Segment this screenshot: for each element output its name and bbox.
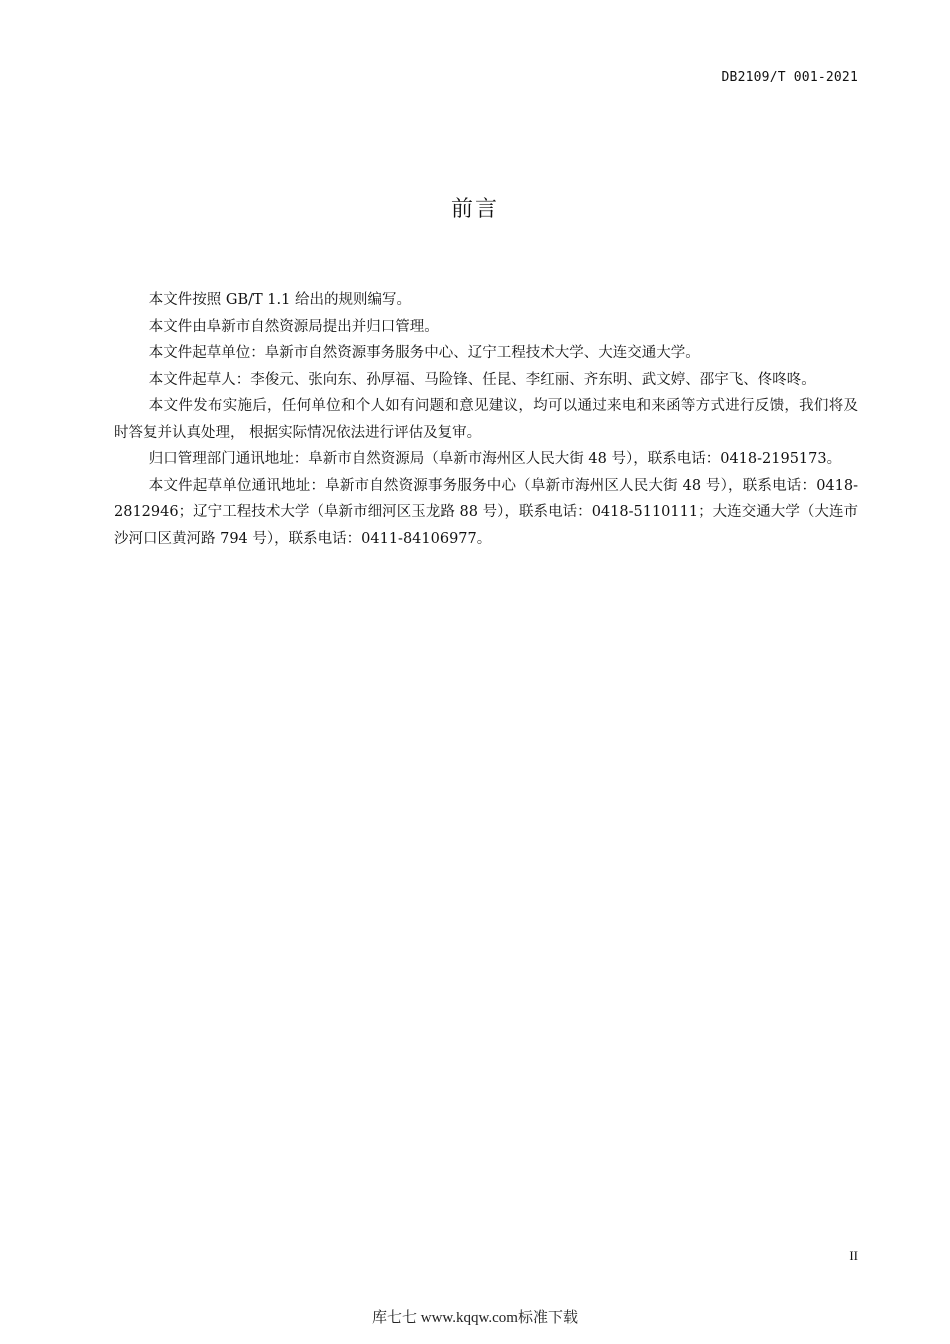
paragraph-drafting-units: 本文件起草单位：阜新市自然资源事务服务中心、辽宁工程技术大学、大连交通大学。 <box>148 345 700 361</box>
paragraph-drafting-rules: 本文件按照 GB/T 1.1 给出的规则编写。 <box>148 292 411 308</box>
foreword-body <box>114 287 858 552</box>
paragraph-feedback: 本文件发布实施后，任何单位和个人如有问题和意见建议，均可以通过来电和来函等方式进行反馈，我们将及时答复并认真处理， 根据实际情况依法进行评估及复审。 <box>114 398 858 441</box>
page-title: 前言 <box>450 197 499 222</box>
paragraph-drafters: 本文件起草人：李俊元、张向东、孙厚福、马险锋、任昆、李红丽、齐东明、武文婷、邵宇飞、佟咚咚。 <box>148 371 816 388</box>
footer-watermark: 库七七 www.kqqw.com标准下载 <box>372 1310 578 1326</box>
paragraph-authority-address: 归口管理部门通讯地址：阜新市自然资源局（阜新市海州区人民大街 48 号），联系电话：0418-2195173。 <box>148 451 842 467</box>
document-code: DB2109/T 001-2021 <box>721 70 858 85</box>
paragraph-drafter-addresses: 本文件起草单位通讯地址：阜新市自然资源事务服务中心（阜新市海州区人民大街 48 号），联系电话：0418-2812946；辽宁工程技术大学（阜新市细河区玉龙路 88 号），联系电话：0418-5110111；大连交通大学（大连市沙河口区黄河路 794 号），联系电话：0411-84106977。 <box>114 477 858 547</box>
page-number: II <box>849 1248 858 1263</box>
paragraph-proposer: 本文件由阜新市自然资源局提出并归口管理。 <box>148 318 439 335</box>
